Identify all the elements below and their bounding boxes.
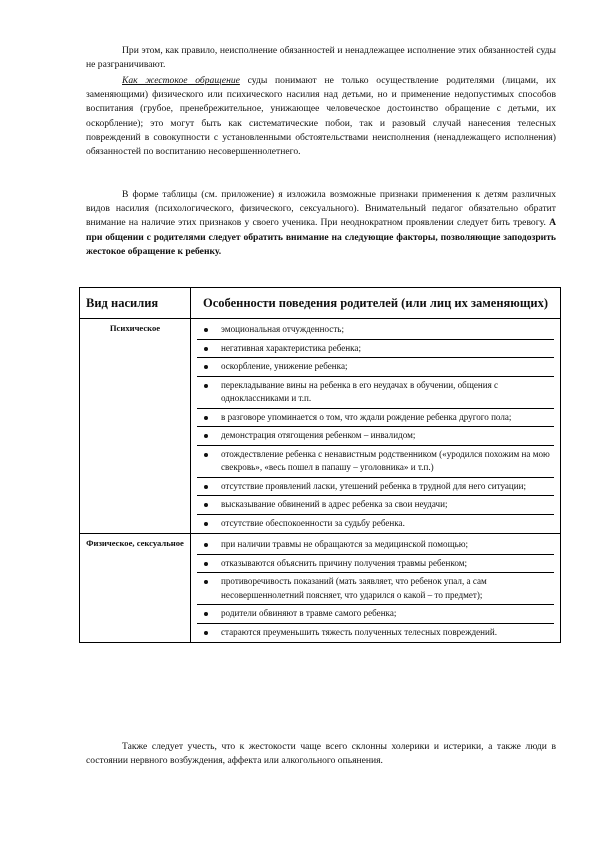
- list-item-text: отказываются объяснить причину получения травмы ребенком;: [221, 557, 468, 568]
- paragraph-table-intro-text: В форме таблицы (см. приложение) я изложила возможные признаки применения к детям различных видов насилия (психологического, физического, сексуального). Внимательный педагог обязательно обратит внимание на наличие этих признаков у своего ученика. При неоднократном проявлении следует бить тревогу.: [86, 189, 556, 229]
- table-header-row: [80, 288, 561, 319]
- behavior-list: [197, 536, 554, 641]
- bullet-icon: [204, 612, 208, 616]
- header-violence-type: Вид насилия: [80, 288, 191, 319]
- list-item: [197, 496, 554, 515]
- bullet-icon: [204, 434, 208, 438]
- list-item-text: перекладывание вины на ребенка в его неудачах в обучении, общения с одноклассниками и т.п.: [221, 379, 499, 403]
- paragraph-cruel-treatment: [86, 74, 556, 159]
- paragraph-table-intro: [86, 188, 556, 259]
- list-item-text: родители обвиняют в травме самого ребенка;: [221, 608, 397, 618]
- list-item: [197, 358, 554, 377]
- list-item-text: противоречивость показаний (мать заявляет, что ребенок упал, а сам несовершеннолетний поясняет, что ударился о какой – то предмет);: [221, 576, 487, 600]
- bullet-icon: [204, 453, 208, 457]
- list-item-text: демонстрация отягощения ребенком – инвалидом;: [221, 430, 416, 440]
- bullet-icon: [204, 543, 208, 547]
- list-item: [197, 536, 554, 555]
- bullet-icon: [204, 328, 208, 332]
- list-item-text: в разговоре упоминается о том, что ждали рождение ребенка другого пола;: [221, 411, 512, 422]
- list-item: [197, 409, 554, 428]
- paragraph-intro-text: При этом, как правило, неисполнение обязанностей и ненадлежащее исполнение этих обязанностей суды не разграничивают.: [86, 45, 556, 71]
- list-item-text: стараются преуменьшить тяжесть полученных телесных повреждений.: [221, 626, 498, 637]
- violence-kind-cell: Психическое: [80, 319, 191, 534]
- list-item-text: высказывание обвинений в адрес ребенка за свои неудачи;: [221, 499, 448, 509]
- list-item: [197, 427, 554, 446]
- bullet-icon: [204, 522, 208, 526]
- bullet-icon: [204, 485, 208, 489]
- list-item-text: отсутствие проявлений ласки, утешений ребенка в трудной для него ситуации;: [221, 480, 527, 491]
- list-item: [197, 573, 554, 605]
- bullet-icon: [204, 347, 208, 351]
- term-cruel-treatment: Как жестокое обращение: [122, 75, 240, 86]
- behavior-list-cell: [191, 534, 561, 643]
- list-item: [197, 555, 554, 574]
- behavior-list-cell: [191, 319, 561, 534]
- list-item-text: отождествление ребенка с ненавистным родственником («уродился похожим на мою свекровь», «весь пошел в папашу – уголовника» и т.п.): [221, 448, 550, 472]
- list-item: [197, 446, 554, 478]
- table-row: [80, 319, 561, 534]
- bullet-icon: [204, 416, 208, 420]
- list-item-text: отсутствие обеспокоенности за судьбу ребенка.: [221, 517, 405, 528]
- list-item-text: негативная характеристика ребенка;: [221, 342, 361, 353]
- bullet-icon: [204, 365, 208, 369]
- bullet-icon: [204, 580, 208, 584]
- violence-kind-cell: Физическое, сексуальное: [80, 534, 191, 643]
- list-item-text: оскорбление, унижение ребенка;: [221, 361, 348, 371]
- list-item-text: при наличии травмы не обращаются за медицинской помощью;: [221, 539, 469, 549]
- list-item: [197, 340, 554, 359]
- violence-table: [79, 287, 561, 643]
- list-item: [197, 321, 554, 340]
- paragraph-closing-text: Также следует учесть, что к жестокости чаще всего склонны холерики и истерики, а также люди в состоянии нервного возбуждения, аффекта или алкогольного опьянения.: [86, 741, 556, 767]
- list-item: [197, 515, 554, 533]
- paragraph-table-intro-bold: А при общении с родителями следует обратить внимание на следующие факторы, позволяющие заподозрить жестокое обращение к ребенку.: [86, 217, 556, 257]
- bullet-icon: [204, 562, 208, 566]
- list-item: [197, 605, 554, 624]
- paragraph-cruel-treatment-text: суды понимают не только осуществление родителями (лицами, их заменяющими) физического или психического насилия над детьми, но и применение недопустимых способов воспитания (грубое, пренебрежительное, унижающее человеческое достоинство обращение с детьми, их оскорбление); это могут быть как систематические побои, так и разовый случай нанесения телесных повреждений в совокупности с установленными обстоятельствами неисполнения (ненадлежащего исполнения) обязанностей по воспитанию несовершеннолетнего.: [86, 75, 556, 158]
- list-item: [197, 377, 554, 409]
- list-item: [197, 624, 554, 642]
- paragraph-closing: [86, 740, 556, 768]
- list-item-text: эмоциональная отчужденность;: [221, 324, 344, 334]
- list-item: [197, 478, 554, 497]
- paragraph-intro: [86, 44, 556, 72]
- behavior-list: [197, 321, 554, 532]
- header-parent-behavior: Особенности поведения родителей (или лиц их заменяющих): [191, 288, 561, 319]
- bullet-icon: [204, 384, 208, 388]
- bullet-icon: [204, 631, 208, 635]
- table-row: [80, 534, 561, 643]
- bullet-icon: [204, 503, 208, 507]
